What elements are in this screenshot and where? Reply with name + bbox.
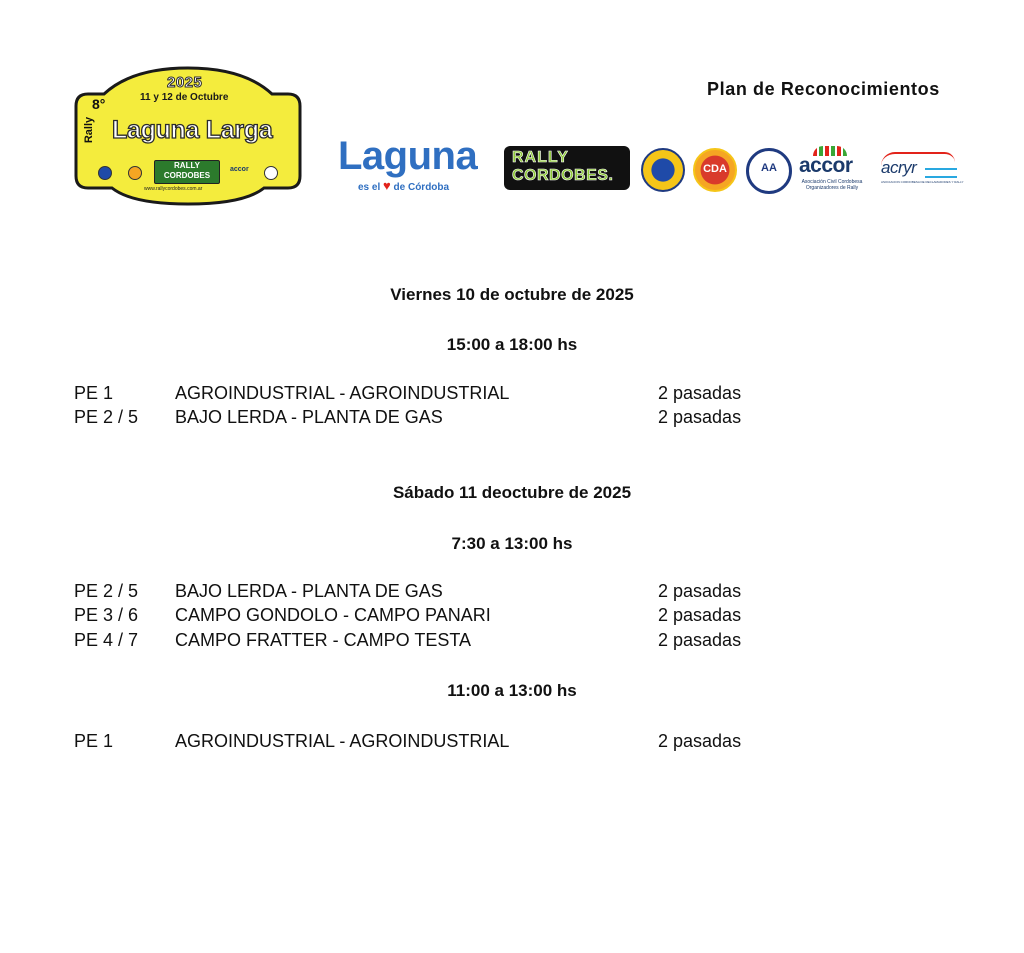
stage-passes: 2 pasadas [658,605,742,626]
stage-code: PE 3 / 6 [74,605,139,626]
table-row [74,406,774,431]
stage-code: PE 2 / 5 [74,580,139,601]
stage-passes: 2 pasadas [658,407,742,428]
wave-icon [925,168,957,178]
mini-badge-icon [98,166,112,180]
rally-cordobes-bottom: CORDOBES. [512,167,614,184]
stage-name: BAJO LERDA - PLANTA DE GAS [175,407,443,428]
rally-plate-logo [74,66,302,206]
federation-badge-icon [641,148,685,192]
aav-badge: AA [746,148,792,194]
plate-rc-top: RALLY [174,161,200,170]
table-row [74,579,774,604]
mini-badge-icon [264,166,278,180]
table-row [74,381,774,406]
plate-rally-label: Rally [83,116,96,144]
stages-table [74,579,774,653]
stages-table [74,381,774,430]
stage-code: PE 1 [74,382,114,403]
table-row [74,628,774,653]
cda-badge: CDA [693,148,737,192]
rally-cordobes-logo [504,146,630,190]
heart-icon: ♥ [383,178,391,193]
laguna-logo [336,134,476,194]
acryr-word: acryr [881,158,917,177]
plate-dates: 11 y 12 de Octubre [140,92,229,103]
day-title: Viernes 10 de octubre de 2025 [390,285,634,304]
stage-passes: 2 pasadas [658,382,742,403]
stage-code: PE 4 / 7 [74,629,139,650]
plate-event-name: Laguna Larga [112,116,273,144]
session-time-label: 11:00 a 13:00 hs [447,681,577,700]
laguna-title: Laguna [338,134,478,178]
stage-name: BAJO LERDA - PLANTA DE GAS [175,580,443,601]
acryr-subtitle: ASOCIACION CORDOBESA DE RECLAMADORES Y RALLY [881,180,964,184]
table-row [74,729,774,754]
plate-rally-cordobes-logo [154,160,220,184]
stage-name: AGROINDUSTRIAL - AGROINDUSTRIAL [175,382,510,403]
stage-passes: 2 pasadas [658,629,742,650]
session-time-label: 7:30 a 13:00 hs [451,534,573,553]
rally-cordobes-top: RALLY [512,149,569,166]
day-title: Sábado 11 deoctubre de 2025 [392,483,632,502]
plate-edition: 8° [92,96,106,112]
page-title: Plan de Reconocimientos [707,79,940,99]
accor-word: accor [799,154,853,177]
stage-code: PE 1 [74,730,114,751]
stage-passes: 2 pasadas [658,580,742,601]
plate-accor-logo: accor [230,166,249,173]
plate-rc-bottom: CORDOBES [163,171,211,180]
plate-year: 2025 [167,74,203,91]
stages-table [74,729,774,754]
stage-name: CAMPO FRATTER - CAMPO TESTA [175,629,472,650]
plate-url: www.rallycordobes.com.ar [144,186,203,192]
laguna-tagline-after: de Córdoba [393,182,450,193]
accor-subtitle: Asociación Civil Cordobesa Organizadores de Rally [801,179,863,191]
laguna-tagline-before: es el [358,182,381,193]
session-time [0,335,1024,355]
page-header [0,0,1024,220]
laguna-tagline [358,178,449,193]
accor-logo [797,146,867,194]
session-time [0,534,1024,554]
table-row [74,604,774,629]
acryr-logo [879,152,964,188]
session-time [0,681,1024,701]
stage-name: AGROINDUSTRIAL - AGROINDUSTRIAL [175,730,510,751]
stage-name: CAMPO GONDOLO - CAMPO PANARI [175,605,491,626]
stage-code: PE 2 / 5 [74,407,139,428]
mini-badge-icon [128,166,142,180]
stage-passes: 2 pasadas [658,730,742,751]
session-time-label: 15:00 a 18:00 hs [446,335,578,354]
